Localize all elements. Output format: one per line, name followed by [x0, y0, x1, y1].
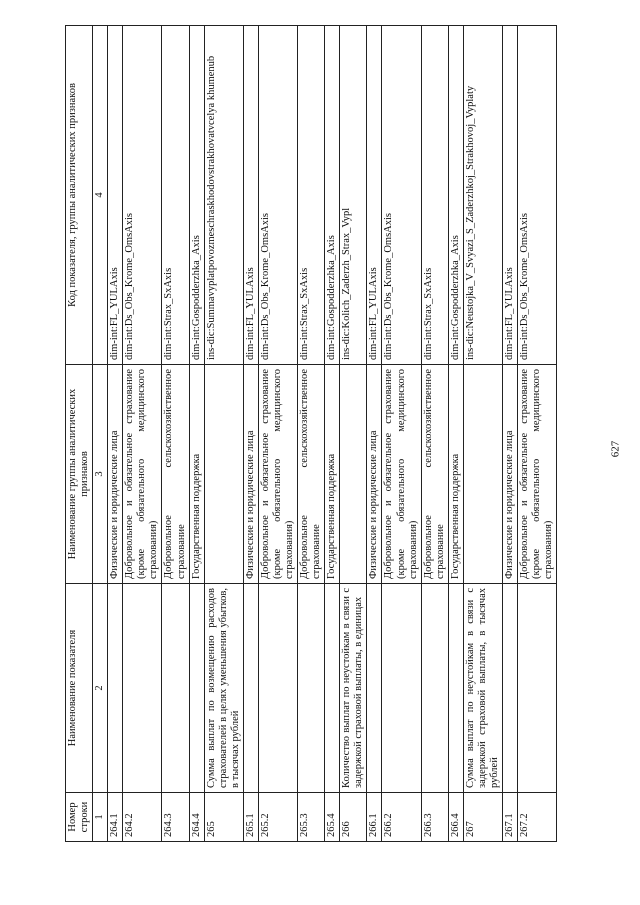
header-indicator-name: Наименование показателя: [66, 584, 93, 793]
group-name: Физические и юридические лица: [243, 365, 258, 584]
table-row: [243, 26, 258, 842]
indicator-name: Сумма выплат по неустойкам в связи с задержкой страховой выплаты, в тысячах рублей: [463, 584, 502, 793]
indicator-name: [258, 584, 297, 793]
table-row: [463, 26, 502, 842]
row-number: 265.4: [325, 793, 340, 842]
indicator-code: dim-int:Ds_Obs_Krome_OmsAxis: [123, 26, 162, 365]
header-code: Код показателя, группы аналитических признаков: [66, 26, 93, 365]
indicator-code: dim-int:FL_YULAxis: [367, 26, 382, 365]
header-num-2: 2: [93, 584, 108, 793]
row-number: 265.1: [243, 793, 258, 842]
indicator-code: dim-int:FL_YULAxis: [243, 26, 258, 365]
group-name: Добровольное сельскохозяйственное страхование: [162, 365, 189, 584]
row-number: 265.2: [258, 793, 297, 842]
row-number: 266.3: [421, 793, 448, 842]
indicator-name: Количество выплат по неустойкам в связи с задержкой страховой выплаты, в единицах: [340, 584, 367, 793]
indicator-code: dim-int:Gospodderzhka_Axis: [189, 26, 204, 365]
indicator-code: dim-int:Gospodderzhka_Axis: [325, 26, 340, 365]
header-group-name: Наименование группы аналитических признаков: [66, 365, 93, 584]
indicator-code: dim-int:Ds_Obs_Krome_OmsAxis: [382, 26, 421, 365]
indicator-code: dim-int:Strax_SxAxis: [298, 26, 325, 365]
row-number: 266.4: [448, 793, 463, 842]
group-name: Государственная поддержка: [448, 365, 463, 584]
table-row: [421, 26, 448, 842]
indicator-name: [421, 584, 448, 793]
header-row-number: Номер строки: [66, 793, 93, 842]
group-name: Государственная поддержка: [325, 365, 340, 584]
indicator-name: [518, 584, 557, 793]
table-header-numbers-row: [93, 26, 108, 842]
indicator-code: ins-dic:Neustojka_V_Svyazi_S_Zaderzhkoj_Strakhovoj_Vyplaty: [463, 26, 502, 365]
indicator-name: [298, 584, 325, 793]
indicator-code: dim-int:Ds_Obs_Krome_OmsAxis: [518, 26, 557, 365]
row-number: 264.4: [189, 793, 204, 842]
indicator-name: [189, 584, 204, 793]
group-name: Физические и юридические лица: [503, 365, 518, 584]
table-row: [518, 26, 557, 842]
table-row: [367, 26, 382, 842]
row-number: 264.1: [108, 793, 123, 842]
header-num-4: 4: [93, 26, 108, 365]
group-name: Добровольное и обязательное страхование (кроме обязательного медицинского страхования): [123, 365, 162, 584]
table-row: [340, 26, 367, 842]
table-header-row: [66, 26, 93, 842]
group-name: [463, 365, 502, 584]
table-row: [162, 26, 189, 842]
group-name: [340, 365, 367, 584]
row-number: 266: [340, 793, 367, 842]
group-name: Физические и юридические лица: [367, 365, 382, 584]
indicator-name: [382, 584, 421, 793]
indicator-name: [367, 584, 382, 793]
row-number: 266.1: [367, 793, 382, 842]
table-row: [189, 26, 204, 842]
table-row: [123, 26, 162, 842]
group-name: Добровольное сельскохозяйственное страхование: [298, 365, 325, 584]
table-row: [325, 26, 340, 842]
header-num-3: 3: [93, 365, 108, 584]
indicator-table: [65, 25, 557, 842]
indicator-name: [503, 584, 518, 793]
page-number: 627: [609, 440, 622, 458]
table-row: [382, 26, 421, 842]
table-row: [258, 26, 297, 842]
indicator-name: [162, 584, 189, 793]
group-name: Добровольное и обязательное страхование (кроме обязательного медицинского страхования): [518, 365, 557, 584]
group-name: Добровольное и обязательное страхование (кроме обязательного медицинского страхования): [258, 365, 297, 584]
indicator-name: [108, 584, 123, 793]
header-num-1: 1: [93, 793, 108, 842]
indicator-name: [448, 584, 463, 793]
row-number: 265: [204, 793, 243, 842]
row-number: 264.3: [162, 793, 189, 842]
table-row: [108, 26, 123, 842]
table-row: [298, 26, 325, 842]
group-name: [204, 365, 243, 584]
group-name: Добровольное сельскохозяйственное страхование: [421, 365, 448, 584]
indicator-code: dim-int:Strax_SxAxis: [162, 26, 189, 365]
indicator-name: [123, 584, 162, 793]
group-name: Добровольное и обязательное страхование (кроме обязательного медицинского страхования): [382, 365, 421, 584]
table-row: [503, 26, 518, 842]
group-name: Физические и юридические лица: [108, 365, 123, 584]
row-number: 264.2: [123, 793, 162, 842]
indicator-name: [243, 584, 258, 793]
indicator-code: ins-dic:Summavyplatpovozmeschraskhodovstrakhovatvcelya khumenub: [204, 26, 243, 365]
table-row: [448, 26, 463, 842]
rotated-table-container: [65, 55, 575, 842]
indicator-code: dim-int:Gospodderzhka_Axis: [448, 26, 463, 365]
row-number: 267.2: [518, 793, 557, 842]
row-number: 265.3: [298, 793, 325, 842]
indicator-code: dim-int:Ds_Obs_Krome_OmsAxis: [258, 26, 297, 365]
indicator-code: ins-dic:Kolich_Zaderzh_Strax_Vypl: [340, 26, 367, 365]
row-number: 267.1: [503, 793, 518, 842]
group-name: Государственная поддержка: [189, 365, 204, 584]
row-number: 266.2: [382, 793, 421, 842]
indicator-code: dim-int:FL_YULAxis: [503, 26, 518, 365]
indicator-name: [325, 584, 340, 793]
indicator-code: dim-int:FL_YULAxis: [108, 26, 123, 365]
indicator-name: Сумма выплат по возмещению расходов страхователей в целях уменьшения убытков, в тысячах рублей: [204, 584, 243, 793]
table-row: [204, 26, 243, 842]
indicator-code: dim-int:Strax_SxAxis: [421, 26, 448, 365]
row-number: 267: [463, 793, 502, 842]
